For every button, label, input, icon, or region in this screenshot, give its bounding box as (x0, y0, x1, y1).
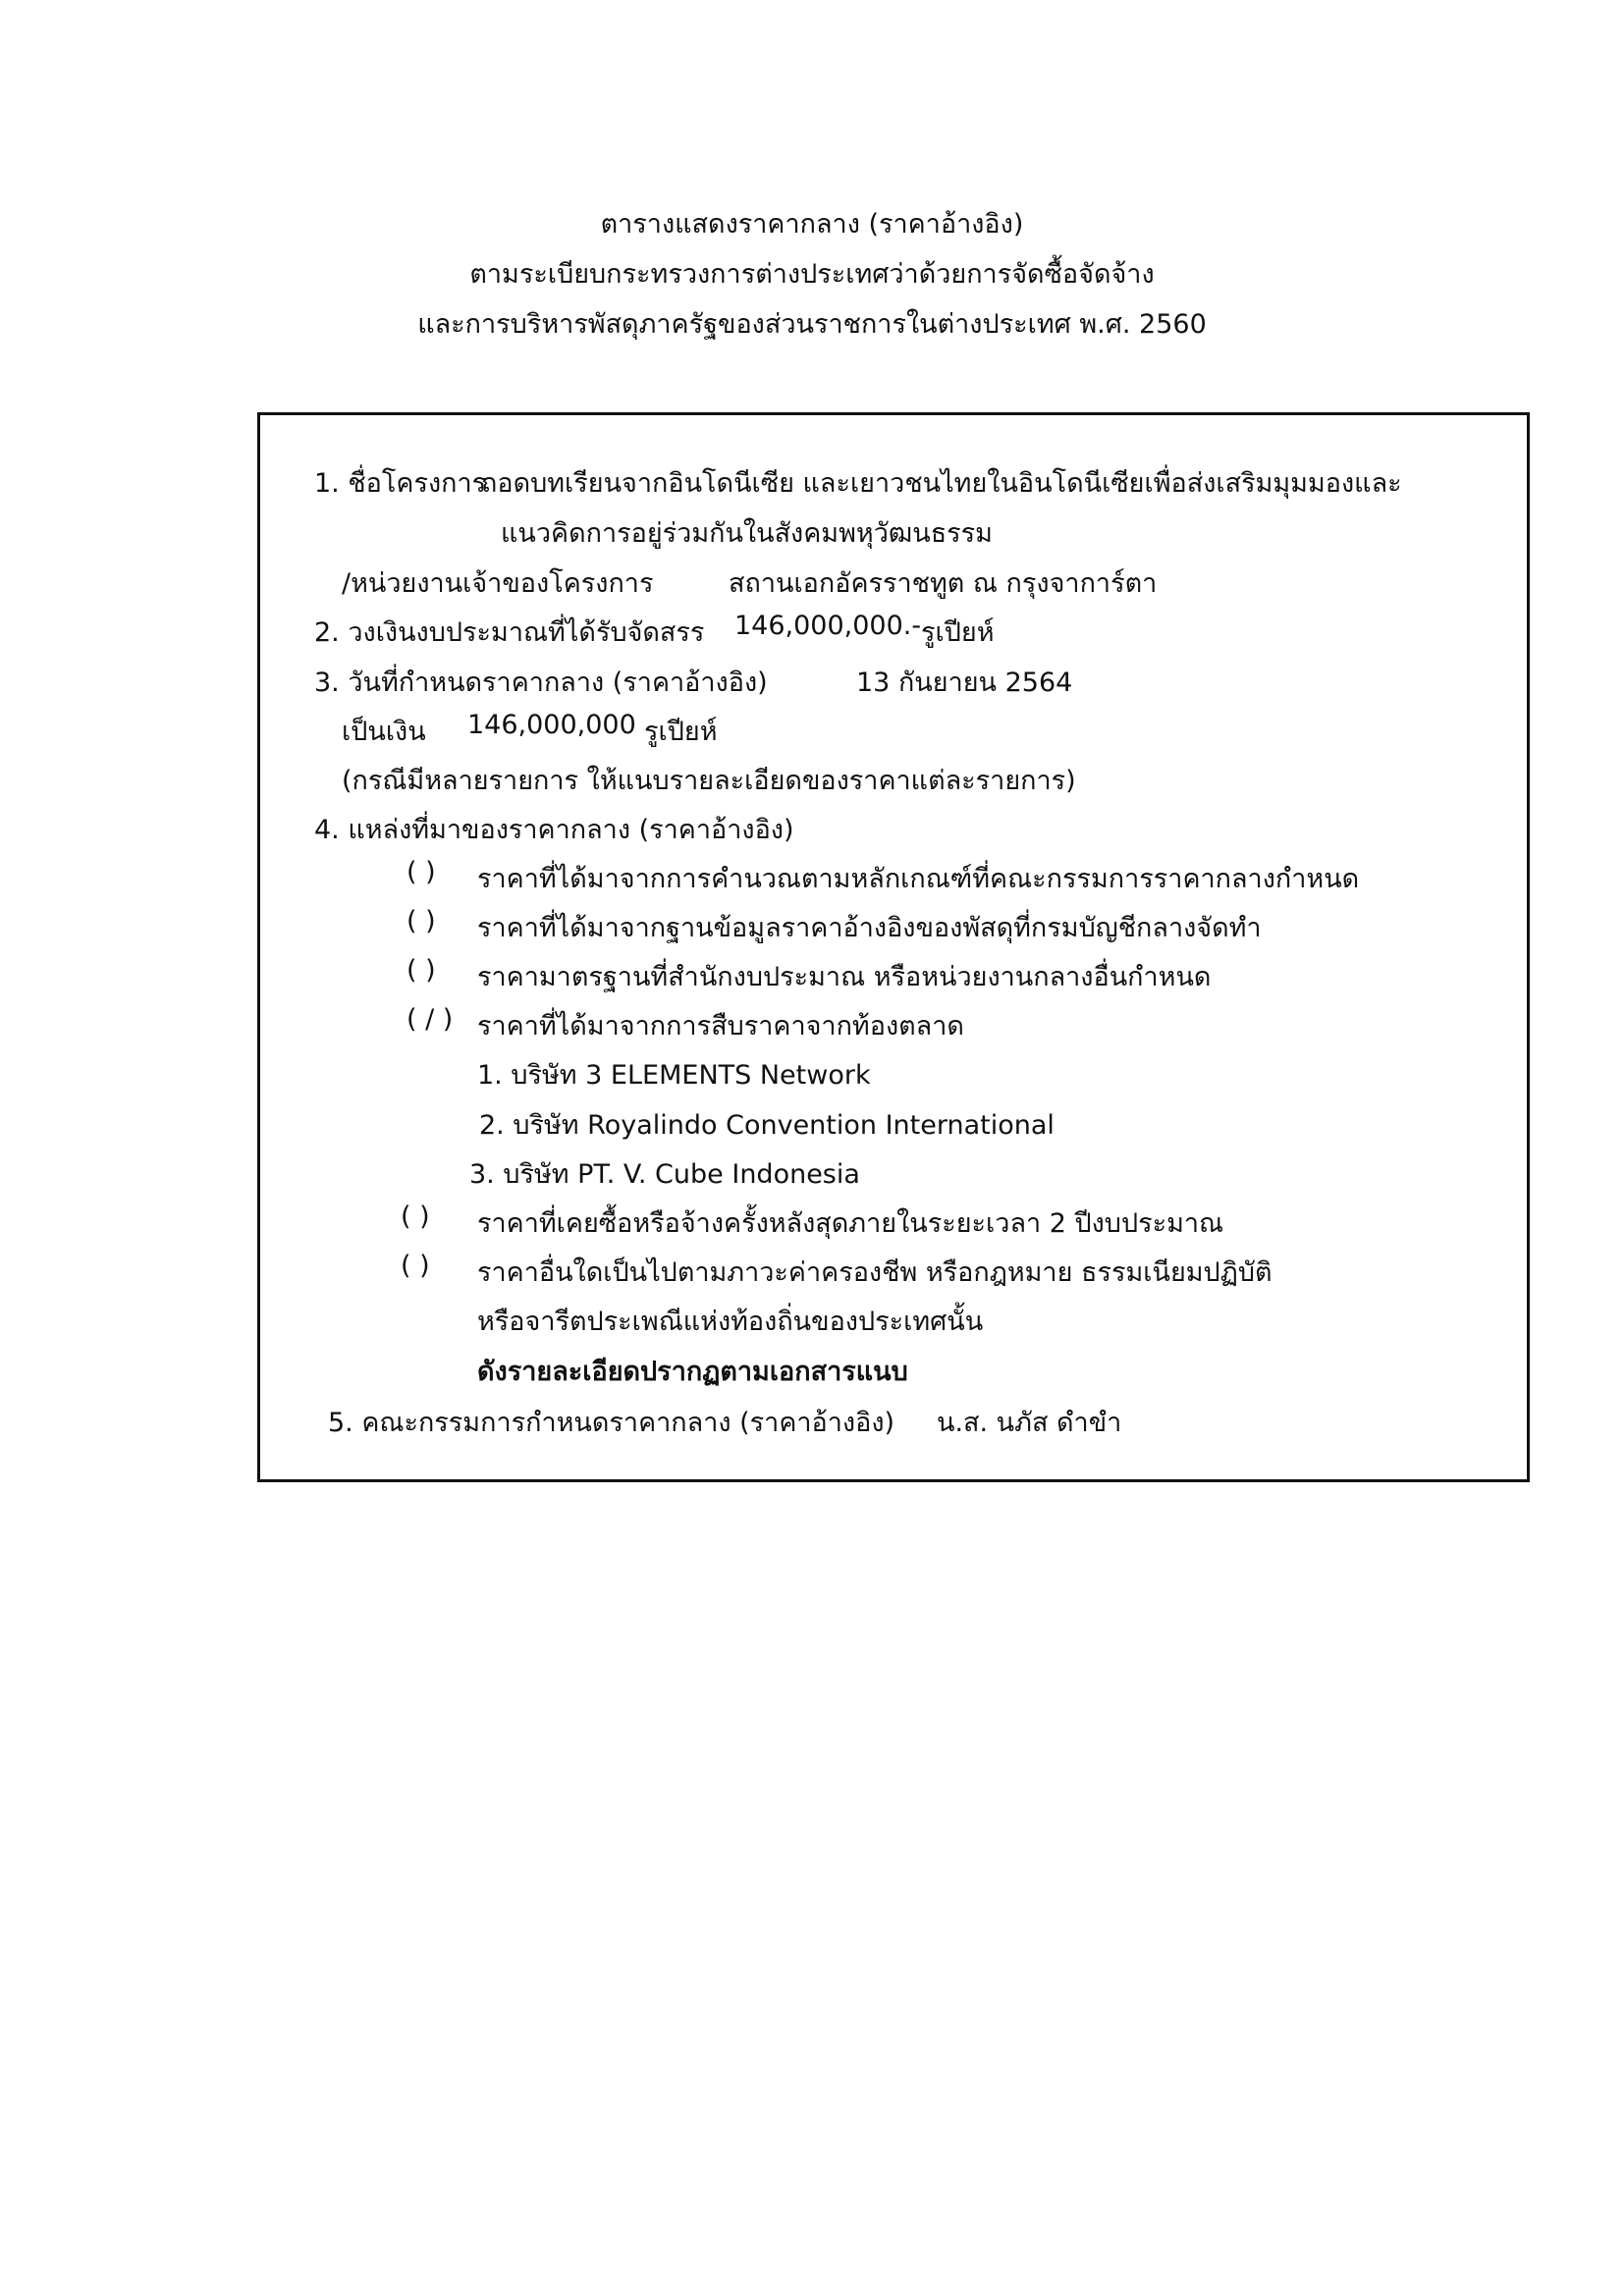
amount-unit: รูเปียห์ (644, 717, 718, 747)
source-option-4-mark: ( / ) (406, 1004, 454, 1035)
company-1: 1. บริษัท 3 ELEMENTS Network (477, 1060, 871, 1091)
project-name-line-2: แนวคิดการอยู่ร่วมกันในสังคมพหุวัฒนธรรม (501, 518, 993, 549)
source-option-4-text: ราคาที่ได้มาจากการสืบราคาจากท้องตลาด (477, 1011, 964, 1041)
source-option-3-text: ราคามาตรฐานที่สำนักงบประมาณ หรือหน่วยงานกลางอื่นกำหนด (477, 962, 1212, 992)
source-option-3-mark: ( ) (406, 955, 436, 986)
source-option-2-mark: ( ) (406, 906, 436, 936)
owner-value: สถานเอกอัครราชทูต ณ กรุงจาการ์ตา (729, 568, 1158, 599)
document-title-line-1: ตารางแสดงราคากลาง (ราคาอ้างอิง) (600, 209, 1024, 240)
company-2: 2. บริษัท Royalindo Convention International (479, 1110, 1055, 1141)
budget-unit: รูเปียห์ (921, 617, 995, 648)
committee-label: 5. คณะกรรมการกำหนดราคากลาง (ราคาอ้างอิง) (328, 1408, 895, 1438)
source-option-5-text: ราคาที่เคยซื้อหรือจ้างครั้งหลังสุดภายในระยะเวลา 2 ปีงบประมาณ (477, 1208, 1224, 1239)
amount-value: 146,000,000 (467, 710, 636, 740)
price-source-label: 4. แหล่งที่มาของราคากลาง (ราคาอ้างอิง) (314, 815, 794, 845)
itemization-note: (กรณีมีหลายรายการ ให้แนบรายละเอียดของราคาแต่ละรายการ) (342, 766, 1076, 796)
document-title-line-2: ตามระเบียบกระทรวงการต่างประเทศว่าด้วยการจัดซื้อจัดจ้าง (469, 259, 1155, 290)
amount-label: เป็นเงิน (342, 717, 426, 747)
reference-date-label: 3. วันที่กำหนดราคากลาง (ราคาอ้างอิง) (314, 667, 768, 698)
source-option-6-continuation: หรือจารีตประเพณีแห่งท้องถิ่นของประเทศนั้น (477, 1307, 984, 1337)
source-option-1-text: ราคาที่ได้มาจากการคำนวณตามหลักเกณฑ์ที่คณะกรรมการราคากลางกำหนด (477, 864, 1360, 894)
source-option-1-mark: ( ) (406, 857, 436, 887)
reference-date-value: 13 กันยายน 2564 (856, 667, 1073, 698)
source-option-6-mark: ( ) (401, 1251, 430, 1281)
project-name-line-1: ถอดบทเรียนจากอินโดนีเซีย และเยาวชนไทยในอินโดนีเซียเพื่อส่งเสริมมุมมองและ (481, 468, 1402, 499)
budget-label: 2. วงเงินงบประมาณที่ได้รับจัดสรร (314, 617, 705, 648)
source-option-2-text: ราคาที่ได้มาจากฐานข้อมูลราคาอ้างอิงของพัสดุที่กรมบัญชีกลางจัดทำ (477, 913, 1262, 943)
company-3: 3. บริษัท PT. V. Cube Indonesia (469, 1159, 860, 1190)
source-option-5-mark: ( ) (401, 1201, 430, 1232)
document-title-line-3: และการบริหารพัสดุภาครัฐของส่วนราชการในต่างประเทศ พ.ศ. 2560 (417, 309, 1207, 340)
attachment-note: ดังรายละเอียดปรากฏตามเอกสารแนบ (477, 1357, 908, 1387)
owner-label: /หน่วยงานเจ้าของโครงการ (342, 568, 654, 599)
project-name-label: 1. ชื่อโครงการ (314, 468, 487, 499)
committee-value: น.ส. นภัส ดำขำ (937, 1408, 1122, 1438)
source-option-6-text: ราคาอื่นใดเป็นไปตามภาวะค่าครองชีพ หรือกฎหมาย ธรรมเนียมปฏิบัติ (477, 1257, 1272, 1288)
budget-value: 146,000,000.- (734, 611, 922, 641)
